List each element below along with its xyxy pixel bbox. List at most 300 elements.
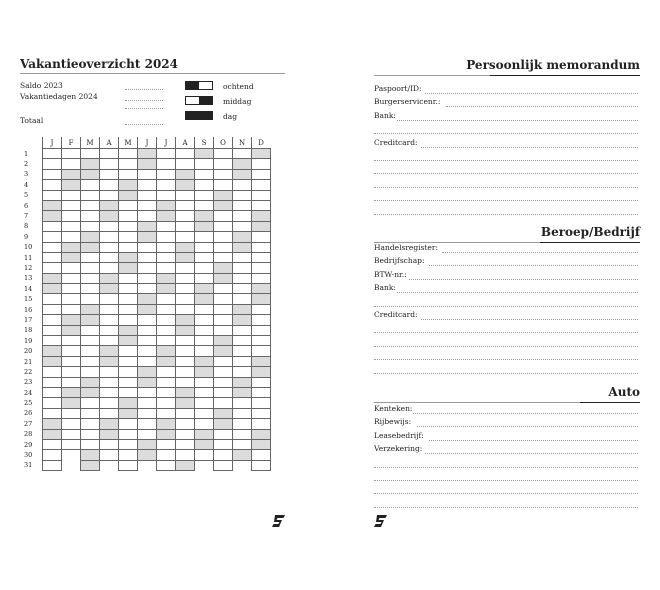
day-cell[interactable] [252,304,271,314]
day-cell[interactable] [81,263,100,273]
day-cell[interactable] [176,273,195,283]
day-cell[interactable] [62,273,81,283]
day-cell[interactable] [233,284,252,294]
day-cell[interactable] [214,232,233,242]
day-cell[interactable] [138,419,157,429]
day-cell[interactable] [214,367,233,377]
day-cell[interactable] [233,398,252,408]
day-cell[interactable] [195,200,214,210]
day-cell[interactable] [81,149,100,159]
day-cell[interactable] [119,200,138,210]
day-cell[interactable] [138,336,157,346]
day-cell[interactable] [195,367,214,377]
day-cell[interactable] [81,356,100,366]
day-cell[interactable] [195,232,214,242]
day-cell[interactable] [81,439,100,449]
day-cell[interactable] [233,408,252,418]
day-cell[interactable] [119,387,138,397]
day-cell[interactable] [214,242,233,252]
day-cell[interactable] [100,304,119,314]
field-line[interactable] [446,106,638,107]
day-cell[interactable] [138,367,157,377]
field-line[interactable] [425,93,638,94]
day-cell[interactable] [81,346,100,356]
day-cell[interactable] [43,159,62,169]
day-cell[interactable] [119,398,138,408]
day-cell[interactable] [62,325,81,335]
day-cell[interactable] [195,429,214,439]
day-cell[interactable] [119,356,138,366]
day-cell[interactable] [214,273,233,283]
day-cell[interactable] [138,356,157,366]
day-cell[interactable] [138,263,157,273]
day-cell[interactable] [252,232,271,242]
day-cell[interactable] [43,377,62,387]
field-line[interactable] [374,306,638,307]
day-cell[interactable] [252,242,271,252]
day-cell[interactable] [138,315,157,325]
day-cell[interactable] [62,190,81,200]
day-cell[interactable] [195,356,214,366]
day-cell[interactable] [214,387,233,397]
day-cell[interactable] [138,304,157,314]
day-cell[interactable] [195,273,214,283]
day-cell[interactable] [62,315,81,325]
day-cell[interactable] [100,252,119,262]
day-cell[interactable] [195,387,214,397]
day-cell[interactable] [233,200,252,210]
day-cell[interactable] [81,377,100,387]
day-cell[interactable] [62,367,81,377]
day-cell[interactable] [119,460,138,470]
day-cell[interactable] [100,149,119,159]
field-line[interactable] [421,147,638,148]
day-cell[interactable] [81,387,100,397]
field-line[interactable] [374,160,638,161]
day-cell[interactable] [100,159,119,169]
day-cell[interactable] [81,159,100,169]
day-cell[interactable] [157,429,176,439]
day-cell[interactable] [100,346,119,356]
day-cell[interactable] [252,169,271,179]
day-cell[interactable] [176,387,195,397]
field-line[interactable] [374,133,638,134]
day-cell[interactable] [252,149,271,159]
day-cell[interactable] [100,356,119,366]
day-cell[interactable] [62,169,81,179]
day-cell[interactable] [252,159,271,169]
field-line[interactable] [374,493,638,494]
day-cell[interactable] [138,439,157,449]
day-cell[interactable] [252,263,271,273]
day-cell[interactable] [43,273,62,283]
day-cell[interactable] [176,190,195,200]
day-cell[interactable] [252,429,271,439]
day-cell[interactable] [100,284,119,294]
day-cell[interactable] [62,387,81,397]
day-cell[interactable] [100,211,119,221]
day-cell[interactable] [176,242,195,252]
day-cell[interactable] [233,242,252,252]
day-cell[interactable] [119,336,138,346]
day-cell[interactable] [119,377,138,387]
day-cell[interactable] [119,450,138,460]
day-cell[interactable] [214,304,233,314]
day-cell[interactable] [81,273,100,283]
day-cell[interactable] [214,190,233,200]
day-cell[interactable] [157,408,176,418]
day-cell[interactable] [195,450,214,460]
day-cell[interactable] [100,221,119,231]
day-cell[interactable] [176,180,195,190]
day-cell[interactable] [43,221,62,231]
field-line[interactable] [374,214,638,215]
day-cell[interactable] [214,294,233,304]
day-cell[interactable] [176,232,195,242]
field-line[interactable] [374,467,638,468]
day-cell[interactable] [176,408,195,418]
day-cell[interactable] [195,439,214,449]
day-cell[interactable] [157,169,176,179]
day-cell[interactable] [100,398,119,408]
day-cell[interactable] [81,169,100,179]
day-cell[interactable] [252,315,271,325]
day-cell[interactable] [252,325,271,335]
day-cell[interactable] [233,211,252,221]
day-cell[interactable] [62,419,81,429]
day-cell[interactable] [157,419,176,429]
day-cell[interactable] [43,294,62,304]
field-line[interactable] [374,346,638,347]
day-cell[interactable] [214,408,233,418]
day-cell[interactable] [81,315,100,325]
day-cell[interactable] [233,149,252,159]
day-cell[interactable] [233,252,252,262]
day-cell[interactable] [252,190,271,200]
day-cell[interactable] [214,398,233,408]
day-cell[interactable] [214,149,233,159]
field-line[interactable] [397,292,639,293]
field-line[interactable] [413,413,638,414]
day-cell[interactable] [81,325,100,335]
day-cell[interactable] [100,315,119,325]
day-cell[interactable] [43,190,62,200]
day-cell[interactable] [252,336,271,346]
day-cell[interactable] [233,169,252,179]
day-cell[interactable] [119,273,138,283]
day-cell[interactable] [138,221,157,231]
day-cell[interactable] [233,367,252,377]
day-cell[interactable] [214,315,233,325]
day-cell[interactable] [176,367,195,377]
day-cell[interactable] [195,304,214,314]
day-cell[interactable] [176,169,195,179]
day-cell[interactable] [214,200,233,210]
day-cell[interactable] [138,294,157,304]
day-cell[interactable] [157,284,176,294]
day-cell[interactable] [138,284,157,294]
day-cell[interactable] [157,439,176,449]
day-cell[interactable] [43,149,62,159]
day-cell[interactable] [43,450,62,460]
day-cell[interactable] [195,460,214,470]
day-cell[interactable] [233,336,252,346]
day-cell[interactable] [176,315,195,325]
field-line[interactable] [374,373,638,374]
day-cell[interactable] [119,304,138,314]
day-cell[interactable] [62,284,81,294]
day-cell[interactable] [100,408,119,418]
day-cell[interactable] [252,419,271,429]
day-cell[interactable] [119,149,138,159]
day-cell[interactable] [157,159,176,169]
day-cell[interactable] [119,180,138,190]
day-cell[interactable] [119,325,138,335]
day-cell[interactable] [233,346,252,356]
day-cell[interactable] [214,419,233,429]
day-cell[interactable] [214,221,233,231]
day-cell[interactable] [195,315,214,325]
day-cell[interactable] [81,304,100,314]
day-cell[interactable] [138,252,157,262]
day-cell[interactable] [252,252,271,262]
day-cell[interactable] [100,336,119,346]
day-cell[interactable] [138,242,157,252]
day-cell[interactable] [43,180,62,190]
day-cell[interactable] [100,294,119,304]
day-cell[interactable] [62,336,81,346]
day-cell[interactable] [176,336,195,346]
day-cell[interactable] [62,200,81,210]
day-cell[interactable] [157,232,176,242]
day-cell[interactable] [195,408,214,418]
day-cell[interactable] [43,252,62,262]
day-cell[interactable] [119,408,138,418]
day-cell[interactable] [214,346,233,356]
day-cell[interactable] [214,211,233,221]
day-cell[interactable] [176,294,195,304]
day-cell[interactable] [62,408,81,418]
day-cell[interactable] [195,159,214,169]
day-cell[interactable] [252,398,271,408]
day-cell[interactable] [100,460,119,470]
day-cell[interactable] [119,232,138,242]
day-cell[interactable] [43,429,62,439]
day-cell[interactable] [233,263,252,273]
day-cell[interactable] [43,304,62,314]
day-cell[interactable] [214,180,233,190]
day-cell[interactable] [195,284,214,294]
day-cell[interactable] [43,398,62,408]
day-cell[interactable] [176,429,195,439]
day-cell[interactable] [81,367,100,377]
day-cell[interactable] [62,429,81,439]
day-cell[interactable] [195,263,214,273]
day-cell[interactable] [252,367,271,377]
day-cell[interactable] [43,367,62,377]
day-cell[interactable] [195,398,214,408]
day-cell[interactable] [100,273,119,283]
field-line[interactable] [374,507,638,508]
day-cell[interactable] [252,439,271,449]
day-cell[interactable] [176,439,195,449]
day-cell[interactable] [138,159,157,169]
day-cell[interactable] [233,190,252,200]
day-cell[interactable] [176,159,195,169]
day-cell[interactable] [176,211,195,221]
day-cell[interactable] [233,419,252,429]
day-cell[interactable] [62,242,81,252]
field-line[interactable] [374,187,638,188]
day-cell[interactable] [233,273,252,283]
day-cell[interactable] [252,180,271,190]
day-cell[interactable] [100,242,119,252]
day-cell[interactable] [62,439,81,449]
day-cell[interactable] [119,169,138,179]
day-cell[interactable] [81,419,100,429]
day-cell[interactable] [252,200,271,210]
day-cell[interactable] [62,232,81,242]
field-line[interactable] [425,453,638,454]
day-cell[interactable] [119,284,138,294]
day-cell[interactable] [157,325,176,335]
field-line[interactable] [409,279,638,280]
day-cell[interactable] [81,284,100,294]
day-cell[interactable] [214,252,233,262]
day-cell[interactable] [43,419,62,429]
day-cell[interactable] [43,211,62,221]
day-cell[interactable] [214,450,233,460]
day-cell[interactable] [138,387,157,397]
day-cell[interactable] [157,273,176,283]
day-cell[interactable] [176,450,195,460]
day-cell[interactable] [176,263,195,273]
day-cell[interactable] [100,200,119,210]
day-cell[interactable] [138,273,157,283]
day-cell[interactable] [81,221,100,231]
day-cell[interactable] [81,232,100,242]
day-cell[interactable] [176,398,195,408]
day-cell[interactable] [195,252,214,262]
day-cell[interactable] [62,356,81,366]
day-cell[interactable] [138,325,157,335]
day-cell[interactable] [43,232,62,242]
day-cell[interactable] [43,242,62,252]
day-cell[interactable] [195,180,214,190]
day-cell[interactable] [195,149,214,159]
day-cell[interactable] [233,304,252,314]
day-cell[interactable] [157,294,176,304]
day-cell[interactable] [157,242,176,252]
day-cell[interactable] [176,304,195,314]
day-cell[interactable] [43,169,62,179]
day-cell[interactable] [157,346,176,356]
day-cell[interactable] [62,346,81,356]
day-cell[interactable] [195,346,214,356]
day-cell[interactable] [233,460,252,470]
day-cell[interactable] [119,294,138,304]
day-cell[interactable] [43,346,62,356]
day-cell[interactable] [214,460,233,470]
day-cell[interactable] [100,387,119,397]
day-cell[interactable] [138,190,157,200]
day-cell[interactable] [233,429,252,439]
day-cell[interactable] [81,408,100,418]
day-cell[interactable] [43,460,62,470]
day-cell[interactable] [195,294,214,304]
day-cell[interactable] [138,450,157,460]
field-line[interactable] [421,319,638,320]
day-cell[interactable] [252,346,271,356]
day-cell[interactable] [252,273,271,283]
day-cell[interactable] [176,200,195,210]
day-cell[interactable] [100,169,119,179]
day-cell[interactable] [138,169,157,179]
day-cell[interactable] [157,450,176,460]
day-cell[interactable] [138,408,157,418]
day-cell[interactable] [100,450,119,460]
day-cell[interactable] [157,221,176,231]
day-cell[interactable] [62,180,81,190]
day-cell[interactable] [43,439,62,449]
day-cell[interactable] [100,439,119,449]
day-cell[interactable] [195,242,214,252]
day-cell[interactable] [214,159,233,169]
day-cell[interactable] [138,180,157,190]
day-cell[interactable] [100,232,119,242]
day-cell[interactable] [119,211,138,221]
day-cell[interactable] [214,169,233,179]
day-cell[interactable] [195,169,214,179]
day-cell[interactable] [100,180,119,190]
day-cell[interactable] [100,263,119,273]
day-cell[interactable] [214,325,233,335]
day-cell[interactable] [81,200,100,210]
day-cell[interactable] [43,336,62,346]
day-cell[interactable] [62,398,81,408]
day-cell[interactable] [100,190,119,200]
day-cell[interactable] [214,429,233,439]
day-cell[interactable] [138,398,157,408]
day-cell[interactable] [62,159,81,169]
day-cell[interactable] [214,439,233,449]
day-cell[interactable] [233,180,252,190]
day-cell[interactable] [233,315,252,325]
day-cell[interactable] [100,367,119,377]
day-cell[interactable] [62,304,81,314]
day-cell[interactable] [233,439,252,449]
day-cell[interactable] [157,200,176,210]
day-cell[interactable] [81,180,100,190]
day-cell[interactable] [176,356,195,366]
day-cell[interactable] [157,149,176,159]
day-cell[interactable] [233,232,252,242]
day-cell[interactable] [252,408,271,418]
day-cell[interactable] [233,356,252,366]
day-cell[interactable] [176,325,195,335]
day-cell[interactable] [81,294,100,304]
day-cell[interactable] [81,398,100,408]
day-cell[interactable] [195,336,214,346]
day-cell[interactable] [81,450,100,460]
day-cell[interactable] [157,460,176,470]
day-cell[interactable] [157,211,176,221]
day-cell[interactable] [119,346,138,356]
day-cell[interactable] [195,325,214,335]
day-cell[interactable] [138,200,157,210]
day-cell[interactable] [252,450,271,460]
day-cell[interactable] [119,419,138,429]
